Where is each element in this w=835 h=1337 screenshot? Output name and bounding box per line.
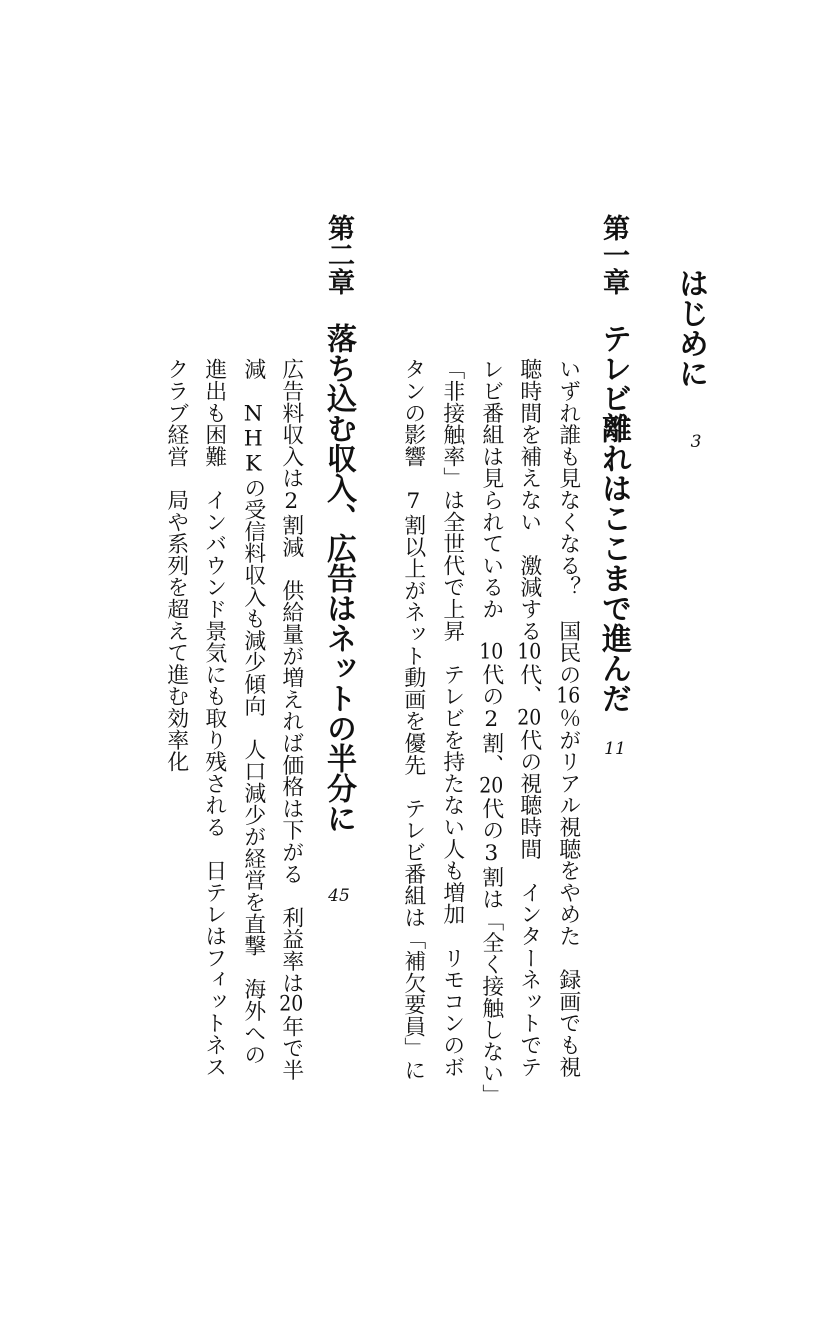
intro-page-number: 3 — [690, 432, 702, 452]
chapter2-title: 落ち込む収入、広告はネットの半分に — [321, 323, 356, 833]
chapter2-line: 広告料収入は2割減 供給量が増えれば価格は下がる 利益率は20年で半 — [278, 358, 304, 1081]
chapter1-line: いずれ誰も見なくなる？ 国民の16％がリアル視聴をやめた 録画でも視 — [555, 358, 581, 1078]
chapter1-label: 第一章 — [598, 214, 629, 295]
chapter1-title: テレビ離れはここまで進んだ — [596, 323, 631, 713]
chapter2-line: 減 NHKの受信料収入も減少傾向 人口減少が経営を直撃 海外への — [240, 358, 266, 1066]
chapter1-page-number: 11 — [604, 739, 626, 759]
chapter1-line: 「非接触率」は全世代で上昇 テレビを持たない人も増加 リモコンのボ — [439, 358, 465, 1078]
chapter1-line: レビ番組は見られているか 10代の2割、20代の3割は「全く接触しない」 — [478, 358, 504, 1106]
chapter2-line: 進出も困難 インバウンド景気にも取り残される 日テレはフィットネス — [201, 358, 227, 1078]
intro-heading: はじめに — [673, 268, 708, 388]
chapter1-line: 聴時間を補えない 激減する10代、20代の視聴時間 インターネットでテ — [516, 358, 542, 1078]
chapter2-label: 第二章 — [323, 214, 354, 295]
chapter2-page-number: 45 — [328, 886, 350, 906]
chapter2-line: クラブ経営 局や系列を超えて進む効率化 — [163, 358, 189, 773]
chapter1-line: タンの影響 7割以上がネット動画を優先 テレビ番組は「補欠要員」に — [400, 358, 426, 1081]
